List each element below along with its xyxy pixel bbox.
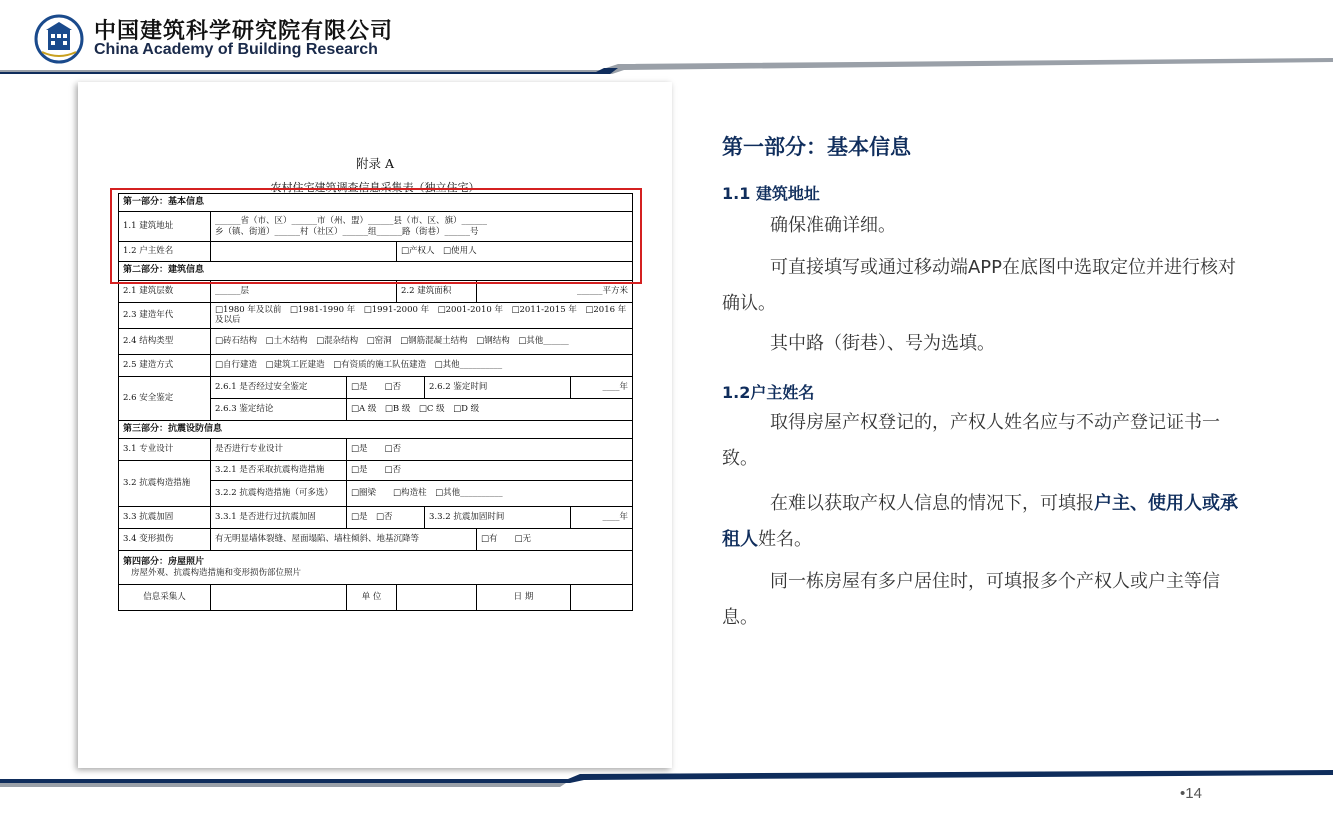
row-label: 2.4 结构类型 — [119, 328, 211, 354]
row-value — [397, 585, 477, 611]
row-value: ____年 — [571, 376, 633, 398]
row-value — [211, 585, 347, 611]
row-value: □1980 年及以前 □1981-1990 年 □1991-2000 年 □2001-2010 年 □2011-2015 年 □2016 年及以后 — [211, 302, 633, 328]
address-line: 乡（镇、街道）______村（社区）______组______路（街巷）______号 — [215, 226, 479, 237]
paragraph: 确保准确详细。 — [770, 215, 896, 236]
row-label: 3.3 抗震加固 — [119, 507, 211, 529]
emphasis-text: 户主、使用人或承租人 — [722, 493, 1238, 550]
row-value: □是 □否 — [347, 461, 633, 481]
row-label: 3.1 专业设计 — [119, 439, 211, 461]
org-name-cn: 中国建筑科学研究院有限公司 — [94, 18, 394, 44]
row-label: 2.5 建造方式 — [119, 354, 211, 376]
paragraph: 同一栋房屋有多户居住时，可填报多个产权人或户主等信息。 — [722, 571, 1220, 628]
row-label: 2.1 建筑层数 — [119, 280, 211, 302]
row-value: □A 级 □B 级 □C 级 □D 级 — [347, 398, 633, 420]
row-value: 是否进行专业设计 — [211, 439, 347, 461]
row-label: 单 位 — [347, 585, 397, 611]
section-title: 第二部分：建筑信息 — [119, 262, 633, 280]
row-value: 3.2.2 抗震构造措施（可多选） — [211, 481, 347, 507]
company-logo-icon — [34, 14, 84, 64]
row-value: 3.3.2 抗震加固时间 — [425, 507, 571, 529]
section-title: 第三部分：抗震设防信息 — [119, 420, 633, 438]
row-value: ____年 — [571, 507, 633, 529]
address-line: ______省（市、区）______市（州、盟）______县（市、区、旗）______ — [215, 216, 488, 227]
document-subtitle: 农村住宅建筑调查信息采集表（独立住宅） — [270, 181, 480, 194]
row-value: 3.2.1 是否采取抗震构造措施 — [211, 461, 347, 481]
paragraph: 其中路（街巷）、号为选填。 — [770, 333, 995, 354]
row-label: 3.4 变形损伤 — [119, 529, 211, 551]
row-value: □圈梁 □构造柱 □其他__________ — [347, 481, 633, 507]
section-title: 第一部分：基本信息 — [119, 194, 633, 212]
row-value: ______平方米 — [477, 280, 633, 302]
panel-heading: 第一部分：基本信息 — [722, 135, 911, 159]
row-value: □自行建造 □建筑工匠建造 □有资质的施工队伍建造 □其他__________ — [211, 354, 633, 376]
photo-description: 房屋外观、抗震构造措施和变形损伤部位照片 — [131, 567, 302, 578]
row-value: □是 □否 — [347, 507, 425, 529]
row-value: □产权人 □使用人 — [397, 242, 633, 262]
row-value: 2.6.2 鉴定时间 — [425, 376, 571, 398]
paragraph-text: 在难以获取产权人信息的情况下，可填报 — [770, 493, 1094, 514]
row-value: □是 □否 — [347, 439, 633, 461]
paragraph: 取得房屋产权登记的，产权人姓名应与不动产登记证书一致。 — [722, 412, 1220, 469]
photo-section — [119, 551, 633, 585]
section-title: 第四部分：房屋照片 — [123, 556, 205, 567]
row-label: 3.2 抗震构造措施 — [119, 461, 211, 507]
row-label: 1.1 建筑地址 — [119, 212, 211, 242]
page-number: •14 — [1180, 785, 1202, 802]
document-title: 附录 A — [355, 156, 394, 171]
row-label: 2.2 建筑面积 — [397, 280, 477, 302]
row-value: □有 □无 — [477, 529, 633, 551]
row-label: 信息采集人 — [119, 585, 211, 611]
highlight-box — [110, 188, 642, 284]
subheading-owner: 1.2户主姓名 — [722, 383, 815, 402]
org-name-en: China Academy of Building Research — [94, 41, 378, 58]
paragraph-text: 姓名。 — [758, 529, 812, 550]
row-value — [571, 585, 633, 611]
row-value: ______层 — [211, 280, 397, 302]
row-value: 2.6.3 鉴定结论 — [211, 398, 347, 420]
row-value: □是 □否 — [347, 376, 425, 398]
subheading-address: 1.1 建筑地址 — [722, 184, 820, 203]
row-value: 2.6.1 是否经过安全鉴定 — [211, 376, 347, 398]
document-scan — [78, 82, 672, 768]
row-value: 3.3.1 是否进行过抗震加固 — [211, 507, 347, 529]
row-label: 1.2 户主姓名 — [119, 242, 211, 262]
row-label: 2.6 安全鉴定 — [119, 376, 211, 420]
row-label: 日 期 — [477, 585, 571, 611]
paragraph: 可直接填写或通过移动端APP在底图中选取定位并进行核对确认。 — [722, 257, 1237, 314]
row-value: 有无明显墙体裂缝、屋面塌陷、墙柱倾斜、地基沉降等 — [211, 529, 477, 551]
paragraph — [722, 486, 1246, 558]
row-value: □砖石结构 □土木结构 □混杂结构 □窑洞 □钢筋混凝土结构 □钢结构 □其他______ — [211, 328, 633, 354]
row-label: 2.3 建造年代 — [119, 302, 211, 328]
